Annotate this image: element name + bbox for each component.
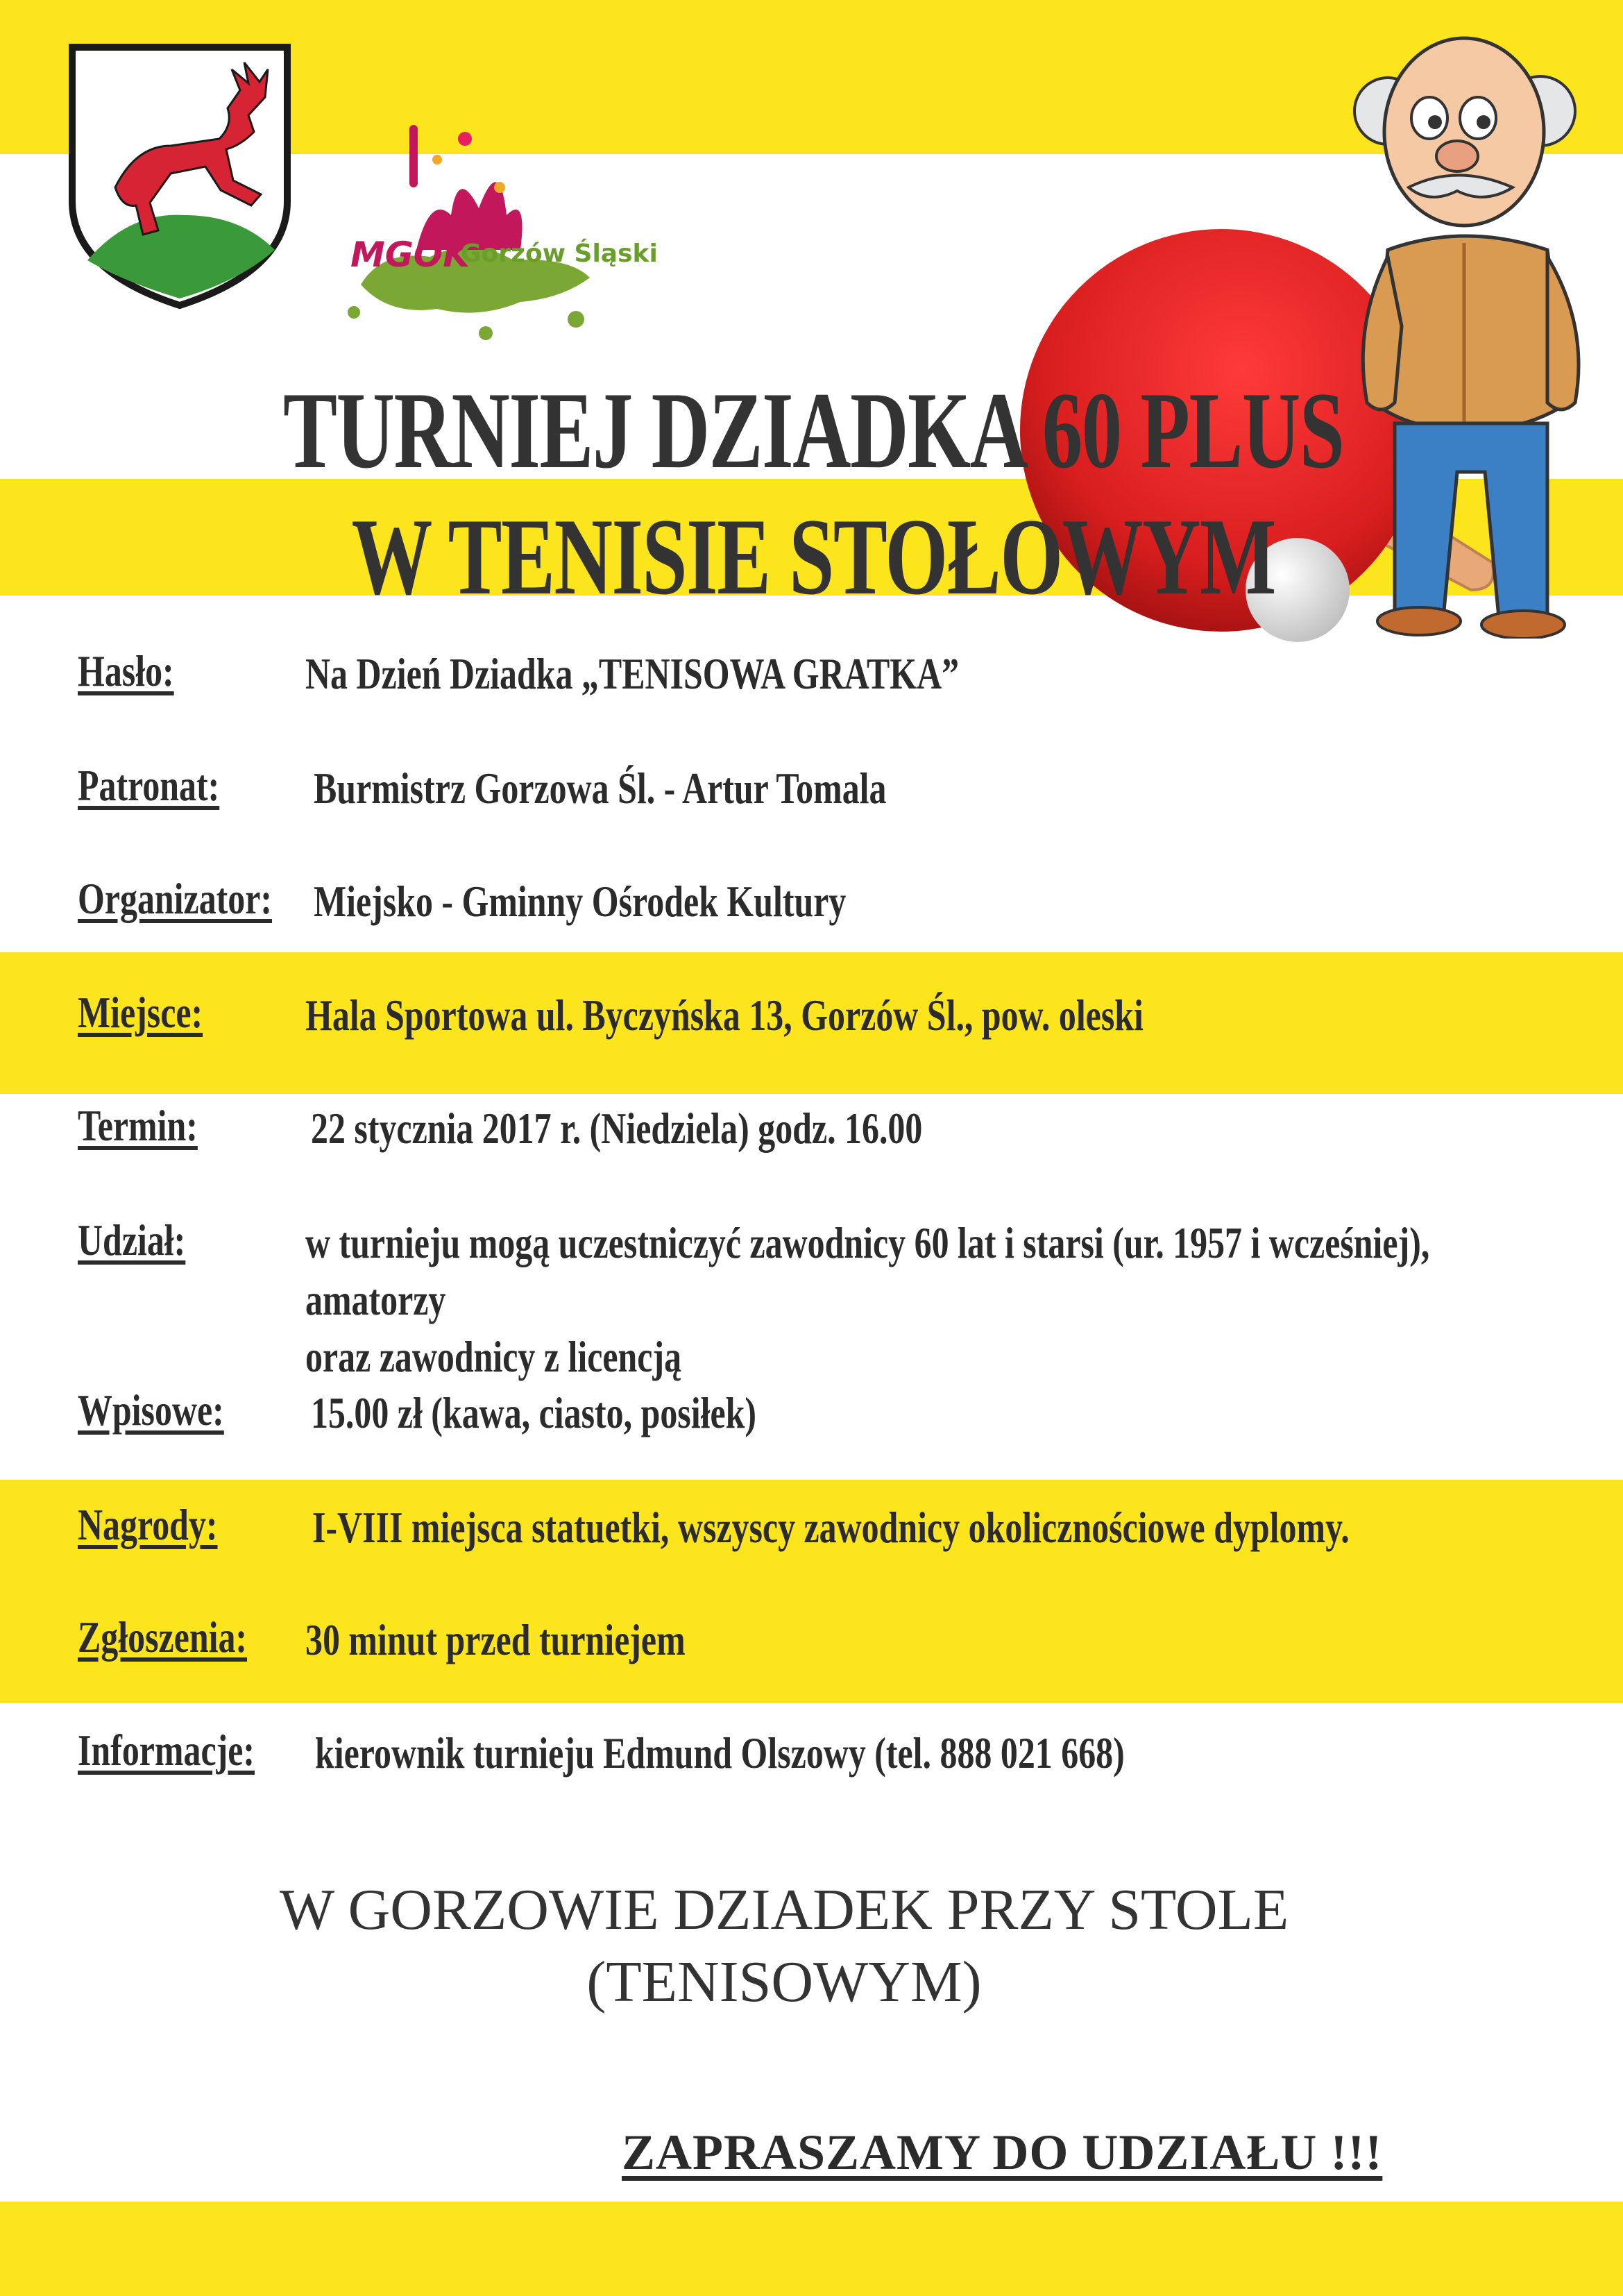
slogan-text: W GORZOWIE DZIADEK PRZY STOLE (TENISOWYM) [279, 1877, 1289, 2014]
info-value: Na Dzień Dziadka „TENISOWA GRATKA” [305, 649, 960, 698]
logo-mgok-text: MGOK [350, 235, 470, 275]
info-label: Nagrody: [78, 1500, 218, 1549]
info-value: I-VIII miejsca statuetki, wszyscy zawodnicy okolicznościowe dyplomy. [312, 1503, 1350, 1552]
info-value: w turnieju mogą uczestniczyć zawodnicy 60 lat i starsi (ur. 1957 i wcześniej), amatorzy oraz zawodnicy z licencją [305, 1218, 1430, 1381]
info-value: Miejsko - Gminny Ośrodek Kultury [314, 877, 847, 926]
logo-location-text: Gorzów Śląski [461, 239, 658, 268]
invitation-text: ZAPRASZAMY DO UDZIAŁU !!! [622, 2125, 1383, 2180]
info-label: Miejsce: [78, 988, 203, 1037]
info-value: Burmistrz Gorzowa Śl. - Artur Tomala [314, 763, 887, 813]
info-label: Patronat: [78, 761, 220, 810]
page-title-line1: TURNIEJ DZIADKA 60 PLUS [283, 370, 1344, 491]
bottom-yellow-band [0, 2202, 1623, 2296]
info-value: 22 stycznia 2017 r. (Niedziela) godz. 16.00 [311, 1104, 923, 1153]
info-value: kierownik turnieju Edmund Olszowy (tel. 888 021 668) [315, 1728, 1125, 1778]
info-label: Informacje: [78, 1725, 255, 1775]
info-label: Hasło: [78, 646, 174, 695]
mgok-splash-logo [340, 111, 611, 354]
info-label: Organizator: [78, 874, 273, 923]
info-label: Termin: [78, 1101, 198, 1150]
info-label: Udział: [78, 1215, 186, 1265]
info-value: 30 minut przed turniejem [305, 1615, 686, 1664]
coat-of-arms-icon [67, 42, 293, 310]
page-title-line2: W TENISIE STOŁOWYM [351, 496, 1275, 618]
info-value: Hala Sportowa ul. Byczyńska 13, Gorzów Śl., pow. oleski [305, 990, 1144, 1040]
info-value: 15.00 zł (kawa, ciasto, posiłek) [311, 1388, 757, 1437]
info-label: Wpisowe: [78, 1385, 224, 1435]
info-label: Zgłoszenia: [78, 1612, 248, 1662]
